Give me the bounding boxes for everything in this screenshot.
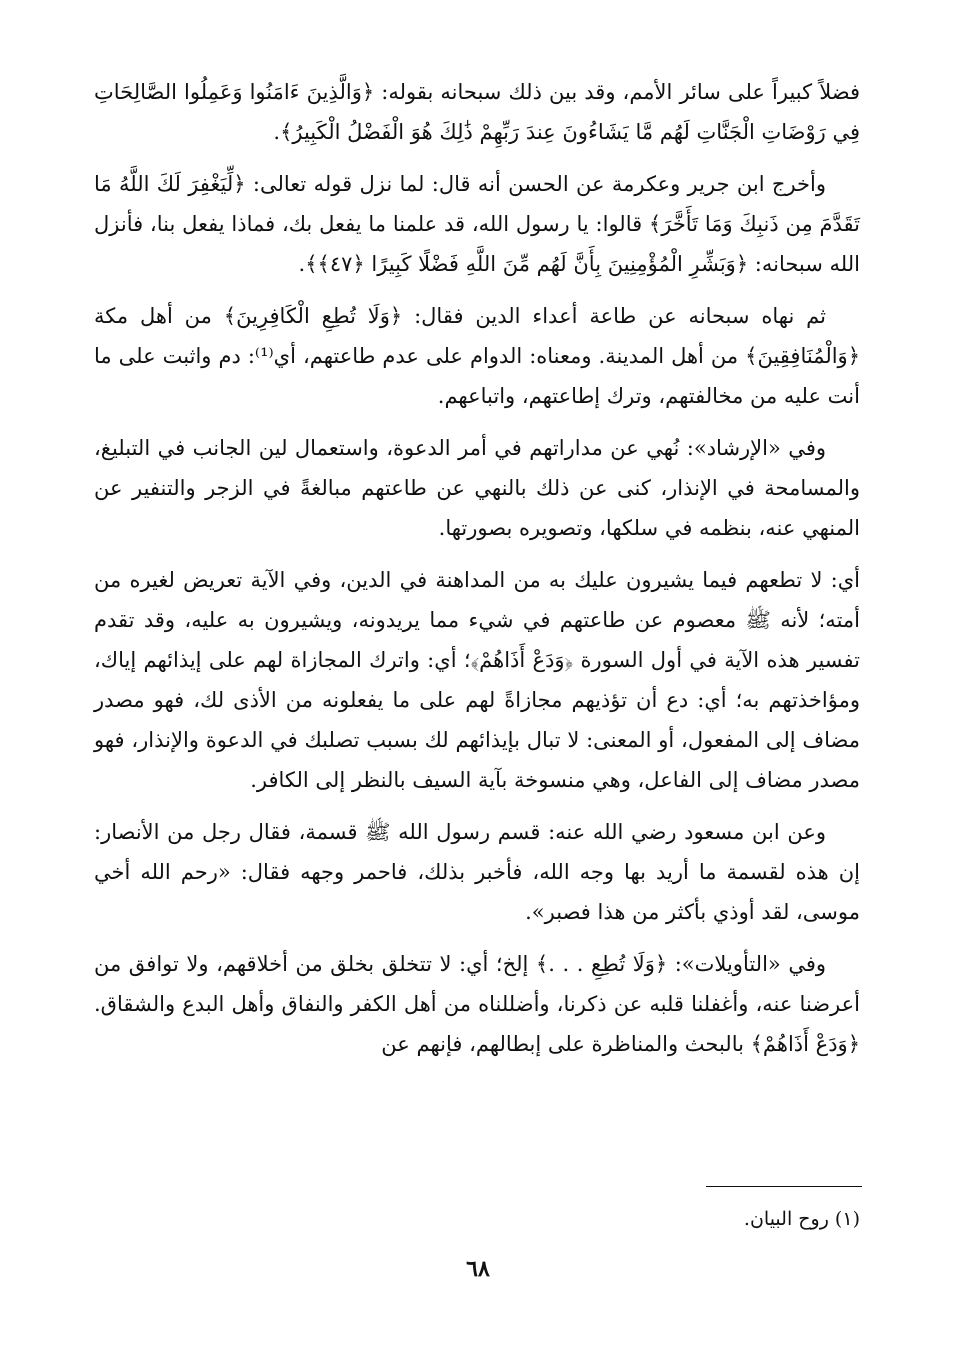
paragraph-6: وعن ابن مسعود رضي الله عنه: قسم رسول الله ﷺ قسمة، فقال رجل من الأنصار: إن هذه لقسمة ما أريد بها وجه الله، فأخبر بذلك، فاحمر وجهه فقال: «رحم الله أخي موسى، لقد أوذي بأكثر من هذا فصبر». — [94, 820, 860, 924]
paragraph-5: أي: لا تطعهم فيما يشيرون عليك به من المداهنة في الدين، وفي الآية تعريض لغيره من أمته؛ لأنه ﷺ معصوم عن طاعتهم في شيء مما يريدونه، ويشيرون به عليه، وقد تقدم تفسير هذه الآية في أول السورة ﴿وَدَعْ أَذَاهُمْ﴾؛ أي: واترك المجازاة لهم على إيذائهم إياك، ومؤاخذتهم به؛ أي: دع أن تؤذيهم مجازاةً لهم على ما يفعلونه من الأذى لك، فهو مصدر مضاف إلى المفعول، أو المعنى: لا تبال بإيذائهم لك بسبب تصلبك في الدعوة والإنذار، فهو مصدر مضاف إلى الفاعل، وهي منسوخة بآية السيف بالنظر إلى الكافر. — [94, 568, 860, 792]
page-body — [94, 72, 860, 1076]
paragraph-3: ثم نهاه سبحانه عن طاعة أعداء الدين فقال: ﴿وَلَا تُطِعِ الْكَافِرِينَ﴾ من أهل مكة ﴿وَالْمُنَافِقِينَ﴾ من أهل المدينة. ومعناه: الدوام على عدم طاعتهم، أي⁽¹⁾: دم واثبت على ما أنت عليه من مخالفتهم، وترك إطاعتهم، واتباعهم. — [94, 304, 861, 408]
footnote: (١) روح البيان. — [743, 1208, 860, 1230]
footnote-divider — [706, 1186, 862, 1187]
paragraph-7: وفي «التأويلات»: ﴿وَلَا تُطِعِ . . .﴾ إلخ؛ أي: لا تتخلق بخلق من أخلاقهم، ولا توافق من أعرضنا عنه، وأغفلنا قلبه عن ذكرنا، وأضللناه من أهل الكفر والنفاق وأهل البدع والشقاق. ﴿وَدَعْ أَذَاهُمْ﴾ بالبحث والمناظرة على إبطالهم، فإنهم عن — [94, 952, 860, 1056]
paragraph-1: فضلاً كبيراً على سائر الأمم، وقد بين ذلك سبحانه بقوله: ﴿وَالَّذِينَ ءَامَنُوا وَعَمِلُوا الصَّالِحَاتِ فِي رَوْضَاتِ الْجَنَّاتِ لَهُم مَّا يَشَاءُونَ عِندَ رَبِّهِمْ ذَٰلِكَ هُوَ الْفَضْلُ الْكَبِيرُ﴾. — [94, 80, 860, 144]
page-number: ٦٨ — [466, 1256, 490, 1282]
paragraph-4: وفي «الإرشاد»: نُهي عن مداراتهم في أمر الدعوة، واستعمال لين الجانب في التبليغ، والمسامحة في الإنذار، كنى عن ذلك بالنهي عن طاعتهم مبالغةً في الزجر والتنفير عن المنهي عنه، بنظمه في سلكها، وتصويره بصورتها. — [94, 436, 860, 540]
paragraph-2: وأخرج ابن جرير وعكرمة عن الحسن أنه قال: لما نزل قوله تعالى: ﴿لِّيَغْفِرَ لَكَ اللَّهُ مَا تَقَدَّمَ مِن ذَنبِكَ وَمَا تَأَخَّرَ﴾ قالوا: يا رسول الله، قد علمنا ما يفعل بك، فماذا يفعل بنا، فأنزل الله سبحانه: ﴿وَبَشِّرِ الْمُؤْمِنِينَ بِأَنَّ لَهُم مِّنَ اللَّهِ فَضْلًا كَبِيرًا ﴿٤٧﴾﴾. — [94, 172, 860, 276]
